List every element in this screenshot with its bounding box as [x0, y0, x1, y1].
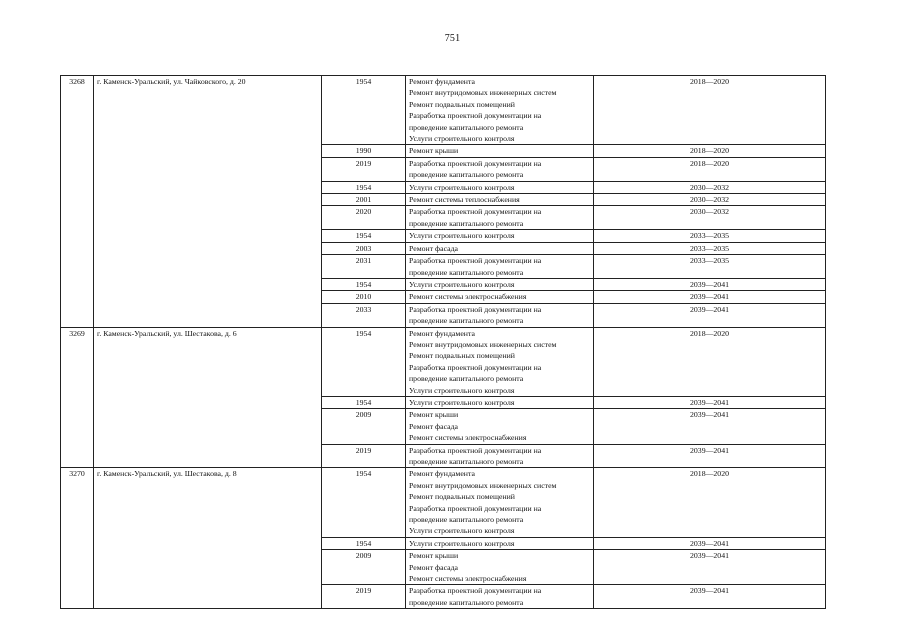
work-item: Услуги строительного контроля [409, 134, 515, 144]
work-type-cell [406, 76, 594, 145]
year-cell: 2001 [322, 194, 406, 206]
work-type-cell [406, 194, 594, 206]
building-number: 3268 [61, 76, 94, 328]
work-item: проведение капитального ремонта [409, 267, 524, 277]
repair-schedule-body [61, 76, 826, 609]
period-cell: 2018—2020 [594, 76, 826, 145]
work-type-cell [406, 230, 594, 242]
work-item: Ремонт крыши [409, 410, 459, 420]
building-number: 3269 [61, 327, 94, 468]
year-cell: 2003 [322, 242, 406, 254]
year-cell: 2020 [322, 206, 406, 230]
building-address: г. Каменск-Уральский, ул. Шестакова, д. 6 [94, 327, 322, 468]
repair-schedule-table [60, 75, 826, 609]
period-cell: 2039—2041 [594, 278, 826, 290]
work-type-cell [406, 468, 594, 537]
work-item: Ремонт крыши [409, 551, 459, 561]
period-cell: 2033—2035 [594, 242, 826, 254]
year-cell: 2019 [322, 157, 406, 181]
period-cell: 2018—2020 [594, 145, 826, 157]
period-cell: 2039—2041 [594, 303, 826, 327]
period-cell: 2039—2041 [594, 444, 826, 468]
period-cell: 2030—2032 [594, 206, 826, 230]
work-item: Ремонт системы теплоснабжения [409, 195, 520, 205]
work-item: проведение капитального ремонта [409, 457, 524, 466]
work-item: проведение капитального ремонта [409, 316, 524, 326]
work-type-cell [406, 444, 594, 468]
table-row [61, 76, 826, 145]
work-item: проведение капитального ремонта [409, 218, 524, 228]
work-item: Ремонт системы электроснабжения [409, 292, 527, 302]
period-cell: 2039—2041 [594, 291, 826, 303]
year-cell: 2019 [322, 444, 406, 468]
work-type-cell [406, 157, 594, 181]
work-type-cell [406, 537, 594, 549]
work-item: Разработка проектной документации на [409, 362, 542, 372]
period-cell: 2018—2020 [594, 327, 826, 396]
work-item: Услуги строительного контроля [409, 182, 515, 192]
period-cell: 2018—2020 [594, 157, 826, 181]
year-cell: 1954 [322, 230, 406, 242]
work-item: Ремонт фасада [409, 562, 459, 572]
year-cell: 2009 [322, 409, 406, 444]
period-cell: 2033—2035 [594, 230, 826, 242]
work-item: Разработка проектной документации на [409, 304, 542, 314]
work-item: Разработка проектной документации на [409, 111, 542, 121]
year-cell: 2019 [322, 585, 406, 609]
work-item: Услуги строительного контроля [409, 231, 515, 241]
period-cell: 2039—2041 [594, 550, 826, 585]
work-item: Ремонт системы электроснабжения [409, 574, 527, 584]
work-item: Ремонт системы электроснабжения [409, 433, 527, 443]
work-type-cell [406, 303, 594, 327]
work-item: проведение капитального ремонта [409, 122, 524, 132]
work-type-cell [406, 206, 594, 230]
year-cell: 1954 [322, 278, 406, 290]
building-address: г. Каменск-Уральский, ул. Чайковского, д. 20 [94, 76, 322, 328]
work-type-cell [406, 409, 594, 444]
year-cell: 1954 [322, 468, 406, 537]
period-cell: 2018—2020 [594, 468, 826, 537]
work-item: Разработка проектной документации на [409, 207, 542, 217]
year-cell: 1954 [322, 396, 406, 408]
work-item: Услуги строительного контроля [409, 397, 515, 407]
work-item: Услуги строительного контроля [409, 526, 515, 536]
work-type-cell [406, 242, 594, 254]
work-type-cell [406, 550, 594, 585]
period-cell: 2033—2035 [594, 255, 826, 279]
work-item: Услуги строительного контроля [409, 279, 515, 289]
work-item: Ремонт фундамента [409, 328, 475, 338]
work-item: Ремонт фасада [409, 421, 459, 431]
work-item: Ремонт внутридомовых инженерных систем [409, 88, 557, 98]
year-cell: 2010 [322, 291, 406, 303]
work-item: Ремонт подвальных помещений [409, 351, 515, 361]
table-row [61, 327, 826, 396]
work-type-cell [406, 327, 594, 396]
year-cell: 1954 [322, 76, 406, 145]
year-cell: 2033 [322, 303, 406, 327]
work-item: Разработка проектной документации на [409, 158, 542, 168]
year-cell: 2031 [322, 255, 406, 279]
year-cell: 1954 [322, 181, 406, 193]
year-cell: 1954 [322, 327, 406, 396]
work-item: Ремонт крыши [409, 146, 459, 156]
work-item: Ремонт подвальных помещений [409, 99, 515, 109]
work-item: проведение капитального ремонта [409, 597, 524, 607]
work-type-cell [406, 255, 594, 279]
year-cell: 1990 [322, 145, 406, 157]
period-cell: 2030—2032 [594, 194, 826, 206]
year-cell: 2009 [322, 550, 406, 585]
work-item: Услуги строительного контроля [409, 538, 515, 548]
work-type-cell [406, 181, 594, 193]
building-number: 3270 [61, 468, 94, 609]
period-cell: 2039—2041 [594, 396, 826, 408]
period-cell: 2039—2041 [594, 409, 826, 444]
period-cell: 2030—2032 [594, 181, 826, 193]
period-cell: 2039—2041 [594, 537, 826, 549]
page-number: 751 [444, 33, 461, 44]
work-item: Ремонт фасада [409, 243, 459, 253]
work-item: Разработка проектной документации на [409, 503, 542, 513]
work-type-cell [406, 291, 594, 303]
work-item: проведение капитального ремонта [409, 374, 524, 384]
work-type-cell [406, 145, 594, 157]
work-item: проведение капитального ремонта [409, 170, 524, 180]
work-item: Разработка проектной документации на [409, 256, 542, 266]
work-item: Ремонт внутридомовых инженерных систем [409, 339, 557, 349]
work-type-cell [406, 396, 594, 408]
work-type-cell [406, 278, 594, 290]
work-item: проведение капитального ремонта [409, 515, 524, 525]
work-item: Ремонт подвальных помещений [409, 492, 515, 502]
work-item: Разработка проектной документации на [409, 586, 542, 596]
work-type-cell [406, 585, 594, 609]
building-address: г. Каменск-Уральский, ул. Шестакова, д. 8 [94, 468, 322, 609]
table-row [61, 468, 826, 537]
work-item: Разработка проектной документации на [409, 445, 542, 455]
work-item: Ремонт внутридомовых инженерных систем [409, 480, 557, 490]
work-item: Услуги строительного контроля [409, 385, 515, 395]
period-cell: 2039—2041 [594, 585, 826, 609]
year-cell: 1954 [322, 537, 406, 549]
work-item: Ремонт фундамента [409, 469, 475, 479]
work-item: Ремонт фундамента [409, 77, 475, 86]
